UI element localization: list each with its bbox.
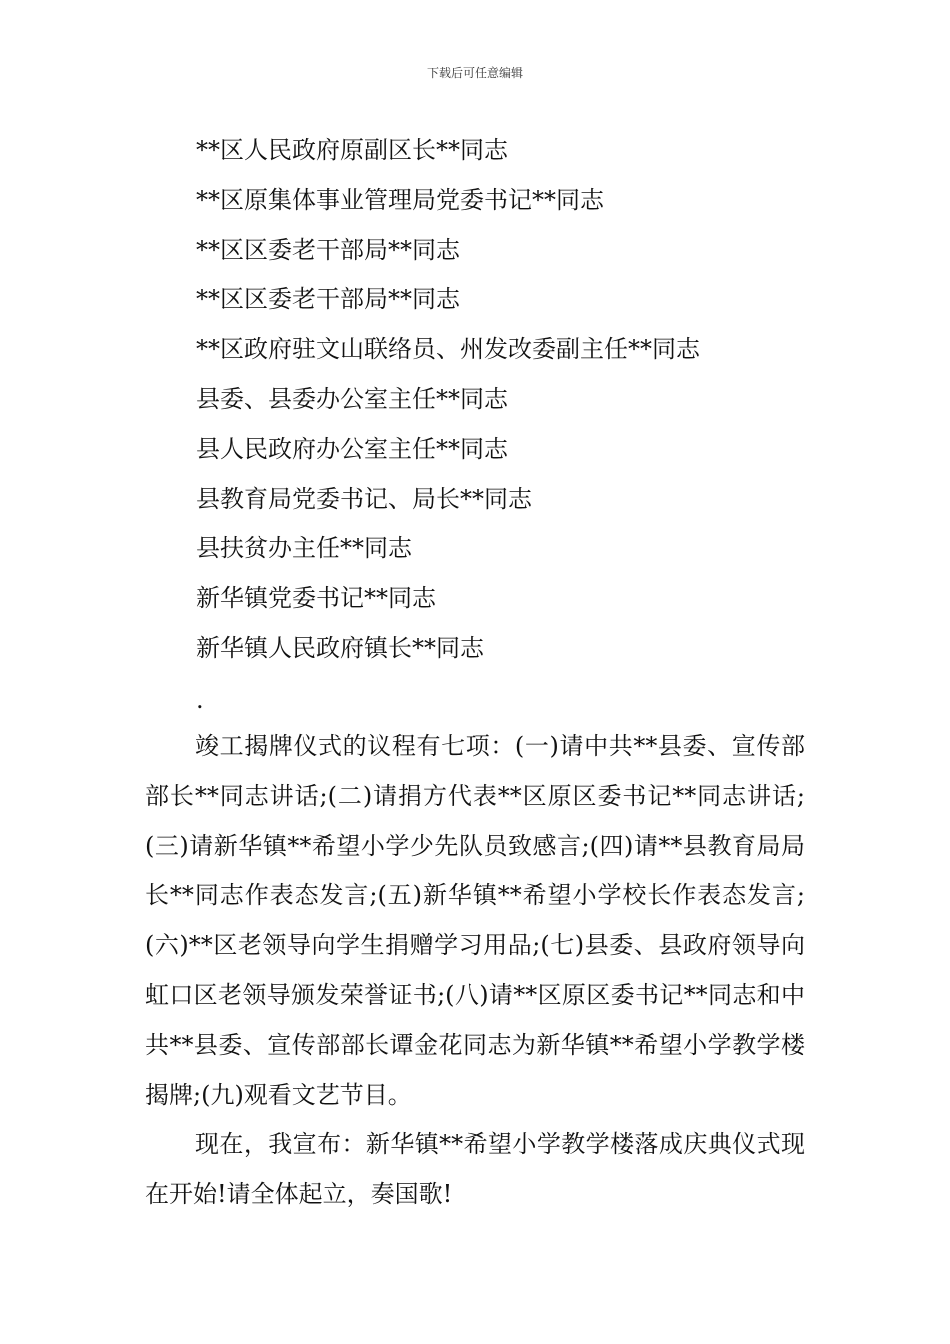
attendee-line: 县委、县委办公室主任**同志: [196, 384, 508, 413]
attendee-line: **区区委老干部局**同志: [196, 235, 460, 264]
page-header-note: 下载后可任意编辑: [426, 66, 523, 80]
attendee-line: 县人民政府办公室主任**同志: [196, 434, 508, 463]
attendee-line: 新华镇党委书记**同志: [196, 584, 436, 613]
agenda-paragraph: 竣工揭牌仪式的议程有七项：(一)请中共**县委、宣传部部长**同志讲话;(二)请捐方代表**区原区委书记**同志讲话;(三)请新华镇**希望小学少先队员致感言;(四)请**县教育局局长**同志作表态发言;(五)新华镇**希望小学校长作表态发言;(六)**区老领导向学生捐赠学习用品;(七)县委、县政府领导向虹口区老领导颁发荣誉证书;(八)请**区原区委书记**同志和中共**县委、宣传部部长谭金花同志为新华镇**希望小学教学楼揭牌;(九)观看文艺节目。: [145, 732, 805, 1109]
attendee-line: 新华镇人民政府镇长**同志: [196, 633, 484, 662]
attendee-line: 县教育局党委书记、局长**同志: [196, 484, 532, 513]
separator-dot: .: [196, 686, 204, 714]
announcement-paragraph: 现在，我宣布：新华镇**希望小学教学楼落成庆典仪式现在开始!请全体起立，奏国歌!: [145, 1130, 805, 1208]
attendee-line: **区人民政府原副区长**同志: [196, 136, 508, 164]
attendee-list: [196, 126, 836, 674]
attendee-line: **区区委老干部局**同志: [196, 285, 460, 314]
attendee-line: **区原集体事业管理局党委书记**同志: [196, 185, 604, 214]
attendee-line: 县扶贫办主任**同志: [196, 534, 412, 563]
attendee-line: **区政府驻文山联络员、州发改委副主任**同志: [196, 335, 700, 364]
